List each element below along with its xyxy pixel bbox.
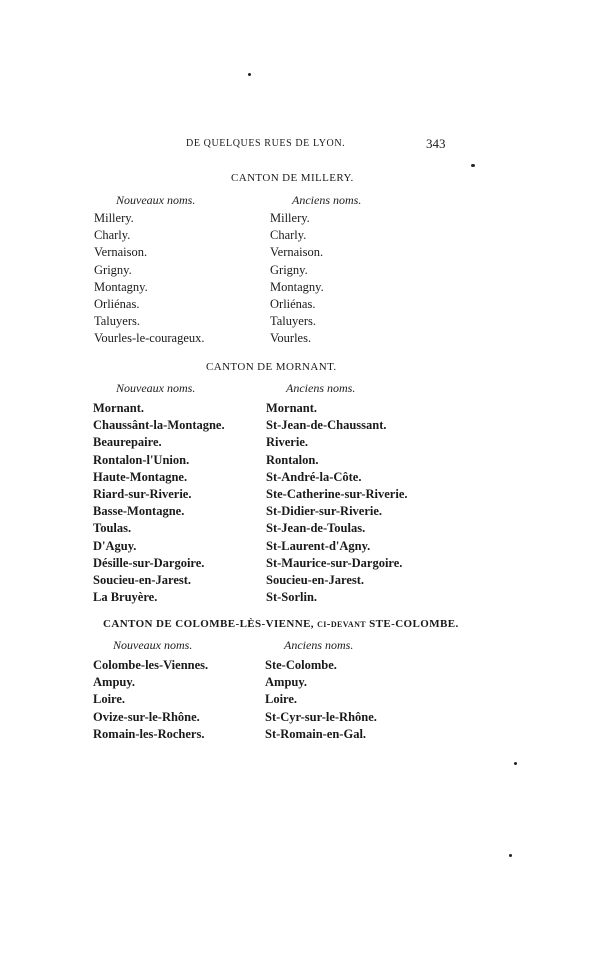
page-number: 343 [426,136,446,151]
list-item: Beaurepaire. [93,435,162,450]
list-item: Ste-Colombe. [265,658,337,672]
section-title-mornant: CANTON DE MORNANT. [206,361,337,373]
list-item: Orliénas. [94,296,140,311]
list-item: Ampuy. [93,675,136,690]
list-item: St-Sorlin. [266,590,318,605]
list-item: Désille-sur-Dargoire. [93,555,205,570]
list-item: Montagny. [94,279,148,294]
list-item: Soucieu-en-Jarest. [266,572,365,587]
list-item: Toulas. [93,521,132,536]
list-item: Montagny. [270,279,324,294]
list-item: Grigny. [94,262,132,277]
section-title-colombe: CANTON DE COLOMBE-LÈS-VIENNE, ci-devant STE-COLOMBE. [103,618,459,630]
list-item: St-Laurent-d'Agny. [266,538,371,553]
list-item: Chaussânt-la-Montagne. [93,418,225,433]
list-item: St-Cyr-sur-le-Rhône. [265,709,377,724]
ink-speck [514,762,517,765]
list-item: Colombe-les-Viennes. [93,658,209,672]
list-item: Ampuy. [265,675,308,690]
column-head-new-names: Nouveaux noms. [113,638,193,652]
list-item: Mornant. [93,401,145,415]
column-head-new-names: Nouveaux noms. [116,193,196,207]
list-item: Basse-Montagne. [93,504,185,519]
ink-speck [509,854,512,857]
list-item: Loire. [265,692,298,707]
running-head: DE QUELQUES RUES DE LYON. [186,138,346,149]
section-title-millery: CANTON DE MILLERY. [231,172,354,184]
new-names-list-mornant [93,400,225,606]
list-item: St-Romain-en-Gal. [265,726,367,741]
list-item: Ovize-sur-le-Rhône. [93,709,200,724]
list-item: Loire. [93,692,126,707]
list-item: Mornant. [266,401,318,415]
column-head-old-names: Anciens noms. [284,638,354,652]
list-item: Riverie. [266,435,308,450]
list-item: Taluyers. [94,314,140,329]
list-item: Rontalon. [266,452,319,467]
list-item: Haute-Montagne. [93,469,188,484]
list-item: Soucieu-en-Jarest. [93,572,192,587]
list-item: Millery. [94,211,134,225]
list-item: Riard-sur-Riverie. [93,486,192,501]
list-item: Charly. [270,228,307,243]
list-item: Orliénas. [270,296,316,311]
list-item: Romain-les-Rochers. [93,726,205,741]
list-item: Ste-Catherine-sur-Riverie. [266,486,408,501]
old-names-list-mornant [266,400,408,606]
list-item: St-Maurice-sur-Dargoire. [266,555,403,570]
list-item: D'Aguy. [93,538,137,553]
list-item: Vourles. [270,331,312,346]
new-names-list-millery [94,210,205,348]
list-item: St-André-la-Côte. [266,469,362,484]
old-names-list-colombe [265,657,377,743]
list-item: Taluyers. [270,314,316,329]
list-item: Vernaison. [270,245,324,260]
list-item: Charly. [94,228,131,243]
list-item: St-Jean-de-Toulas. [266,521,366,536]
list-item: Vourles-le-courageux. [94,331,205,346]
column-head-old-names: Anciens noms. [286,381,356,395]
list-item: Rontalon-l'Union. [93,452,190,467]
list-item: St-Didier-sur-Riverie. [266,504,383,519]
list-item: Vernaison. [94,245,148,260]
list-item: Grigny. [270,262,308,277]
column-head-old-names: Anciens noms. [292,193,362,207]
old-names-list-millery [270,210,324,348]
ink-speck [248,73,251,76]
list-item: Millery. [270,211,310,225]
column-head-new-names: Nouveaux noms. [116,381,196,395]
list-item: La Bruyère. [93,590,158,605]
new-names-list-colombe [93,657,208,743]
list-item: St-Jean-de-Chaussant. [266,418,387,433]
ink-speck [471,164,475,167]
